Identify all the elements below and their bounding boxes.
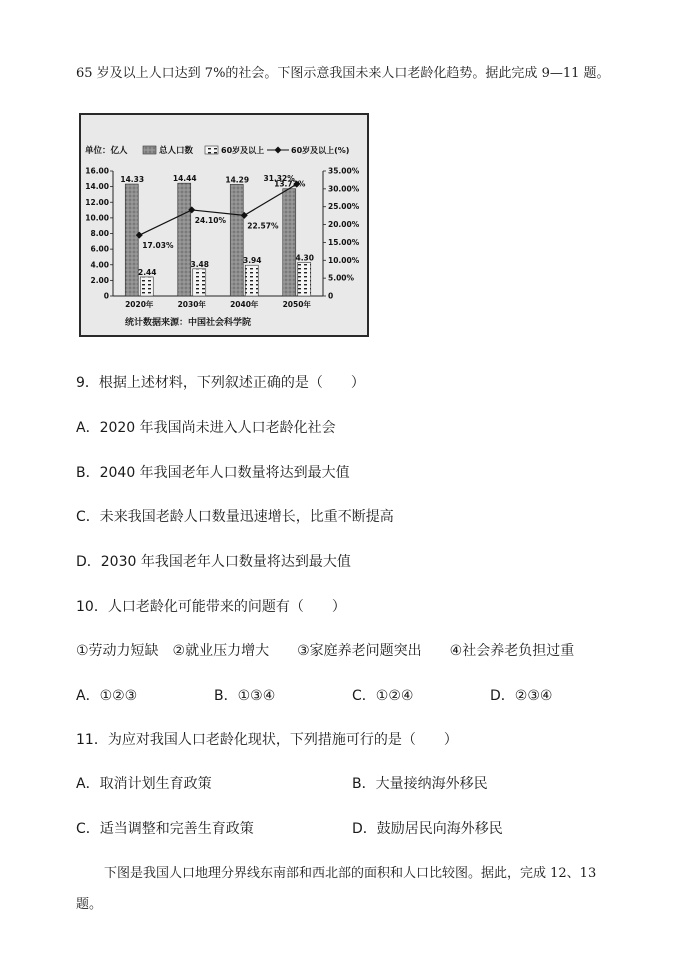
bar-elderly-value-label: 2.44 (137, 267, 157, 277)
bar-elderly-value-label: 3.94 (242, 256, 262, 266)
x-tick-label: 2030年 (177, 300, 206, 309)
legend-unit: 单位：亿人 (85, 146, 128, 156)
y-right-tick-label: 5.00% (328, 273, 355, 283)
y-left-tick-label: 10.00 (85, 213, 109, 223)
y-right-tick-label: 15.00% (328, 237, 360, 247)
bar-total-value-label: 14.29 (225, 175, 250, 185)
bar-total (178, 183, 191, 296)
question-9-option-b[interactable]: B．2040 年我国老年人口数量将达到最大值 (76, 465, 350, 481)
y-right-tick-label: 0 (328, 291, 334, 301)
line-point-label: 31.32% (263, 174, 295, 184)
bar-elderly-value-label: 3.48 (190, 259, 210, 269)
legend-total-swatch (143, 146, 156, 154)
line-point-label: 22.57% (247, 221, 279, 231)
y-right-tick-label: 35.00% (328, 166, 360, 176)
question-10-items: ①劳动力短缺 ②就业压力增大 ③家庭养老问题突出 ④社会养老负担过重 (76, 643, 575, 659)
question-9-stem: 9．根据上述材料，下列叙述正确的是（ ） (76, 375, 365, 391)
question-9-option-d[interactable]: D．2030 年我国老年人口数量将达到最大值 (76, 554, 351, 570)
x-tick-label: 2040年 (230, 300, 259, 309)
bar-total-value-label: 13.73% (274, 179, 306, 189)
bar-elderly (245, 265, 258, 296)
y-left-tick-label: 12.00 (85, 197, 109, 207)
bar-total (230, 184, 243, 296)
question-11-option-d[interactable]: D．鼓励居民向海外移民 (352, 821, 503, 837)
legend-elderly-swatch (205, 146, 218, 154)
question-9-option-a[interactable]: A．2020 年我国尚未进入人口老龄化社会 (76, 420, 336, 436)
y-right-tick-label: 20.00% (328, 220, 360, 230)
question-10-option-c[interactable]: C．①②④ (352, 688, 414, 704)
chart-canvas (81, 115, 367, 335)
legend-line-marker (275, 147, 282, 154)
question-11-option-a[interactable]: A．取消计划生育政策 (76, 776, 212, 792)
question-10-option-b[interactable]: B．①③④ (214, 688, 276, 704)
line-point-label: 24.10% (194, 215, 226, 225)
x-tick-label: 2050年 (282, 300, 311, 309)
intro-text-bottom: 下图是我国人口地理分界线东南部和西北部的面积和人口比较图。据此，完成 12、13 (104, 866, 597, 881)
y-right-tick-label: 10.00% (328, 255, 360, 265)
bar-elderly (140, 277, 153, 296)
chart-source: 统计数据来源：中国社会科学院 (125, 318, 252, 328)
question-11-stem: 11．为应对我国人口老龄化现状，下列措施可行的是（ ） (76, 732, 458, 748)
intro-text-bottom-cont: 题。 (76, 897, 103, 912)
question-11-option-c[interactable]: C．适当调整和完善生育政策 (76, 821, 254, 837)
question-10-stem: 10．人口老龄化可能带来的问题有（ ） (76, 599, 346, 615)
y-left-tick-label: 8.00 (90, 229, 109, 238)
y-left-tick-label: 16.00 (85, 166, 109, 176)
legend-total-label: 总人口数 (159, 146, 194, 156)
y-right-tick-label: 25.00% (328, 202, 360, 212)
legend-elderly-label: 60岁及以上 (221, 146, 265, 155)
line-point-label: 17.03% (142, 241, 174, 251)
legend-line-label: 60岁及以上(%) (291, 146, 350, 155)
question-9-option-c[interactable]: C．未来我国老龄人口数量迅速增长，比重不断提高 (76, 509, 394, 525)
question-10-option-a[interactable]: A．①②③ (76, 688, 138, 704)
y-left-tick-label: 2.00 (90, 275, 109, 285)
x-tick-label: 2020年 (125, 300, 154, 309)
bar-total-value-label: 14.33 (120, 175, 145, 185)
intro-text-top: 65 岁及以上人口达到 7%的社会。下图示意我国未来人口老龄化趋势。据此完成 9—11 题。 (76, 66, 610, 81)
bar-total (125, 184, 138, 296)
bar-elderly (298, 262, 311, 296)
bar-elderly-value-label: 4.30 (295, 253, 315, 263)
y-right-tick-label: 30.00% (328, 184, 360, 194)
y-left-tick-label: 4.00 (90, 260, 109, 270)
y-left-tick-label: 6.00 (90, 244, 109, 254)
bar-total (283, 189, 296, 296)
question-11-option-b[interactable]: B．大量接纳海外移民 (352, 776, 488, 792)
y-left-tick-label: 0 (103, 291, 109, 301)
y-left-tick-label: 14.00 (85, 182, 109, 192)
question-10-option-d[interactable]: D．②③④ (490, 688, 553, 704)
bar-elderly (193, 269, 206, 296)
population-aging-chart (79, 113, 369, 337)
bar-total-value-label: 14.44 (172, 174, 197, 184)
